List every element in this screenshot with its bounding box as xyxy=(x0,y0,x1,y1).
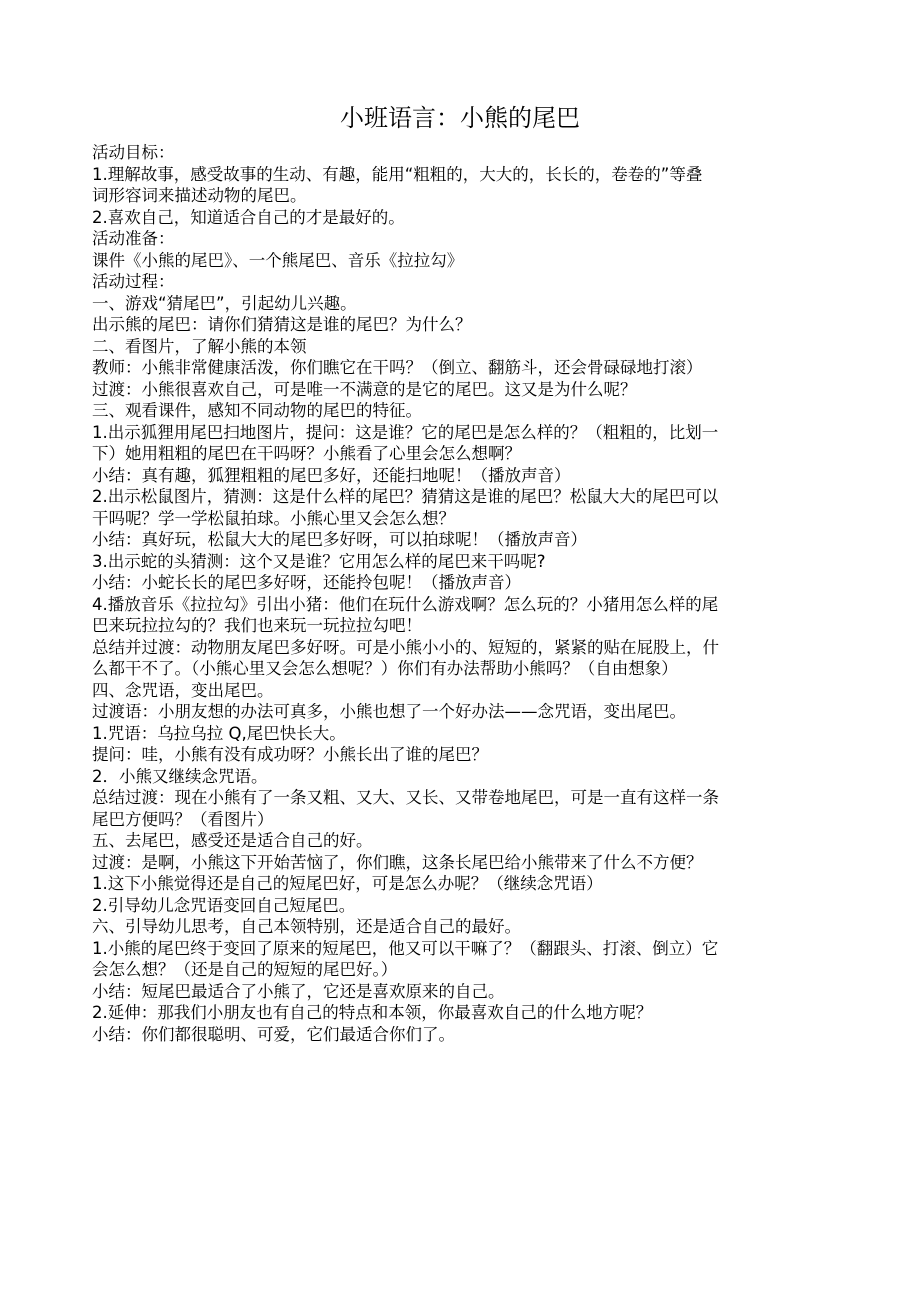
body-line: 尾巴方便吗？（看图片） xyxy=(92,809,274,829)
body-line: 1.小熊的尾巴终于变回了原来的短尾巴，他又可以干嘛了？（翻跟头、打滚、倒立）它 xyxy=(92,938,719,958)
body-line: 总结过渡：现在小熊有了一条又粗、又大、又长、又带卷地尾巴，可是一直有这样一条 xyxy=(92,788,719,807)
body-line: 2.延伸：那我们小朋友也有自己的特点和本领，你最喜欢自己的什么地方呢？ xyxy=(92,1003,653,1022)
document-body xyxy=(92,142,802,1045)
body-line: 活动过程： xyxy=(92,272,175,291)
body-line: 四、念咒语，变出尾巴。 xyxy=(92,680,274,700)
body-line: 么都干不了。（小熊心里又会怎么想呢？）你们有办法帮助小熊吗？（自由想象） xyxy=(92,659,678,678)
body-line: 小结：你们都很聪明、可爱，它们最适合你们了。 xyxy=(92,1024,455,1044)
body-line: 提问：哇，小熊有没有成功呀？小熊长出了谁的尾巴？ xyxy=(92,745,488,764)
body-line: 过渡：是啊，小熊这下开始苦恼了，你们瞧，这条长尾巴给小熊带来了什么不方便？ xyxy=(92,852,703,872)
body-line: 二、看图片，了解小熊的本领 xyxy=(92,336,307,356)
body-line: 课件《小熊的尾巴》、一个熊尾巴、音乐《拉拉勾》 xyxy=(92,250,464,270)
body-line: 1.理解故事，感受故事的生动、有趣，能用“粗粗的，大大的，长长的，卷卷的”等叠 xyxy=(92,164,703,184)
body-line: 2.喜欢自己，知道适合自己的才是最好的。 xyxy=(92,207,405,227)
body-line: 教师：小熊非常健康活泼，你们瞧它在干吗？（倒立、翻筋斗，还会骨碌碌地打滚） xyxy=(92,358,703,377)
body-line: 小结：真好玩，松鼠大大的尾巴多好呀，可以拍球呢！（播放声音） xyxy=(92,530,587,549)
body-line: 小结：小蛇长长的尾巴多好呀，还能拎包呢！（播放声音） xyxy=(92,573,521,592)
body-line: 三、观看课件，感知不同动物的尾巴的特征。 xyxy=(92,401,422,420)
body-line: 活动目标： xyxy=(92,143,175,162)
body-line: 词形容词来描述动物的尾巴。 xyxy=(92,186,307,205)
body-line: 1.咒语：乌拉乌拉 Q,尾巴快长大。 xyxy=(92,723,346,743)
page-title: 小班语言：小熊的尾巴 xyxy=(340,104,580,132)
body-line: 小结：短尾巴最适合了小熊了，它还是喜欢原来的自己。 xyxy=(92,981,505,1001)
body-line: 会怎么想？（还是自己的短短的尾巴好。） xyxy=(92,960,398,979)
body-line: 总结并过渡：动物朋友尾巴多好呀。可是小熊小小的、短短的，紧紧的贴在屁股上，什 xyxy=(92,637,719,657)
body-line: 小结：真有趣，狐狸粗粗的尾巴多好，还能扫地呢！（播放声音） xyxy=(92,465,571,485)
body-line: 3.出示蛇的头猜测：这个又是谁？它用怎么样的尾巴来干吗呢? xyxy=(92,551,546,571)
body-line: 巴来玩拉拉勾的？我们也来玩一玩拉拉勾吧！ xyxy=(92,616,422,635)
body-line: 下）她用粗粗的尾巴在干吗呀？小熊看了心里会怎么想啊？ xyxy=(92,444,521,463)
body-line: 过渡：小熊很喜欢自己，可是唯一不满意的是它的尾巴。这又是为什么呢？ xyxy=(92,379,637,399)
body-line: 活动准备： xyxy=(92,229,175,248)
body-line: 六、引导幼儿思考，自己本领特别，还是适合自己的最好。 xyxy=(92,917,521,936)
body-line: 2．小熊又继续念咒语。 xyxy=(92,766,268,786)
body-line: 出示熊的尾巴：请你们猜猜这是谁的尾巴？为什么？ xyxy=(92,315,472,334)
body-line: 4.播放音乐《拉拉勾》引出小猪：他们在玩什么游戏啊？怎么玩的？小猪用怎么样的尾 xyxy=(92,594,719,614)
body-line: 过渡语：小朋友想的办法可真多，小熊也想了一个好办法——念咒语，变出尾巴。 xyxy=(92,702,686,721)
body-line: 五、去尾巴，感受还是适合自己的好。 xyxy=(92,831,373,850)
body-line: 2.出示松鼠图片，猜测：这是什么样的尾巴？猜猜这是谁的尾巴？松鼠大大的尾巴可以 xyxy=(92,487,719,506)
body-line: 2.引导幼儿念咒语变回自己短尾巴。 xyxy=(92,895,356,915)
body-line: 1.这下小熊觉得还是自己的短尾巴好，可是怎么办呢？（继续念咒语） xyxy=(92,874,603,893)
body-line: 1.出示狐狸用尾巴扫地图片，提问：这是谁？它的尾巴是怎么样的？（粗粗的，比划一 xyxy=(92,422,719,442)
body-line: 干吗呢？学一学松鼠拍球。小熊心里又会怎么想？ xyxy=(92,508,455,528)
body-line: 一、游戏“猜尾巴”，引起幼儿兴趣。 xyxy=(92,293,357,313)
